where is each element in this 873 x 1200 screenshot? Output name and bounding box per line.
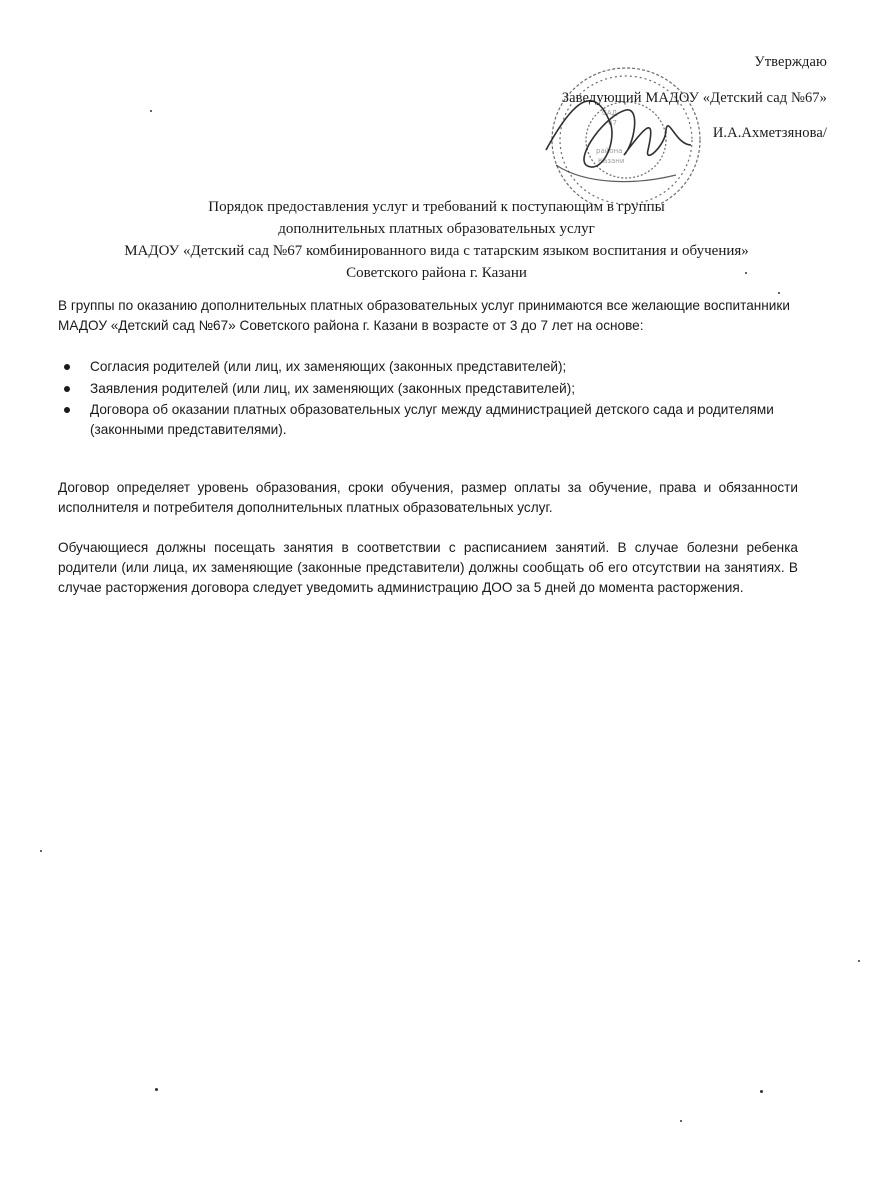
scan-speck bbox=[858, 960, 860, 962]
intro-paragraph: В группы по оказанию дополнительных платных образовательных услуг принимаются все желающие воспитанники МАДОУ «Детский сад №67» Советского района г. Казани в возрасте от 3 до 7 лет на основе: bbox=[58, 298, 790, 333]
scan-speck bbox=[778, 292, 780, 294]
approval-position: Заведующий МАДОУ «Детский сад №67» bbox=[561, 90, 827, 106]
document-heading bbox=[0, 196, 873, 284]
svg-text:района: района bbox=[596, 147, 623, 155]
scan-speck bbox=[760, 1090, 763, 1093]
list-item-text: Заявления родителей (или лиц, их заменяющих (законных представителей); bbox=[90, 380, 575, 396]
list-item bbox=[58, 379, 818, 399]
list-item-text: Согласия родителей (или лиц, их заменяющих (законных представителей); bbox=[90, 359, 567, 374]
list-item-text: Договора об оказании платных образовательных услуг между администрацией детского сада и родителями (законными представителями). bbox=[90, 402, 774, 437]
scan-speck bbox=[155, 1088, 158, 1091]
contract-paragraph: Договор определяет уровень образования, сроки обучения, размер оплаты за обучение, права и обязанности исполнителя и потребителя дополнительных платных образовательных услуг. bbox=[58, 480, 798, 515]
list-item bbox=[58, 357, 818, 377]
heading-line-2: дополнительных платных образовательных услуг bbox=[278, 221, 595, 237]
approval-block bbox=[0, 0, 873, 160]
svg-text:САД: САД bbox=[602, 109, 618, 117]
bullet-icon bbox=[64, 364, 70, 370]
requirements-list bbox=[58, 357, 818, 442]
bullet-icon bbox=[64, 386, 70, 392]
heading-line-1: Порядок предоставления услуг и требований к поступающим в группы bbox=[208, 199, 665, 215]
svg-text:Казани: Казани bbox=[598, 157, 625, 165]
svg-text:67: 67 bbox=[608, 119, 617, 127]
approval-signatory-name: И.А.Ахметзянова/ bbox=[712, 125, 827, 141]
scan-speck bbox=[40, 850, 42, 852]
scan-speck bbox=[150, 110, 152, 112]
list-item bbox=[58, 400, 818, 440]
heading-line-4: Советского района г. Казани bbox=[346, 265, 527, 281]
scan-speck bbox=[745, 272, 747, 274]
scan-speck bbox=[680, 1120, 682, 1122]
approval-title: Утверждаю bbox=[754, 54, 827, 70]
bullet-icon bbox=[64, 407, 70, 413]
attendance-paragraph: Обучающиеся должны посещать занятия в соответствии с расписанием занятий. В случае болезни ребенка родители (или лица, их заменяющие (законные представители) должны сообщать об его отсутствии на занятиях. В случае расторжения договора следует уведомить администрацию ДОО за 5 дней до момента расторжения. bbox=[58, 540, 798, 595]
official-stamp-icon bbox=[516, 55, 716, 205]
heading-line-3: МАДОУ «Детский сад №67 комбинированного вида с татарским языком воспитания и обучения» bbox=[124, 243, 749, 259]
